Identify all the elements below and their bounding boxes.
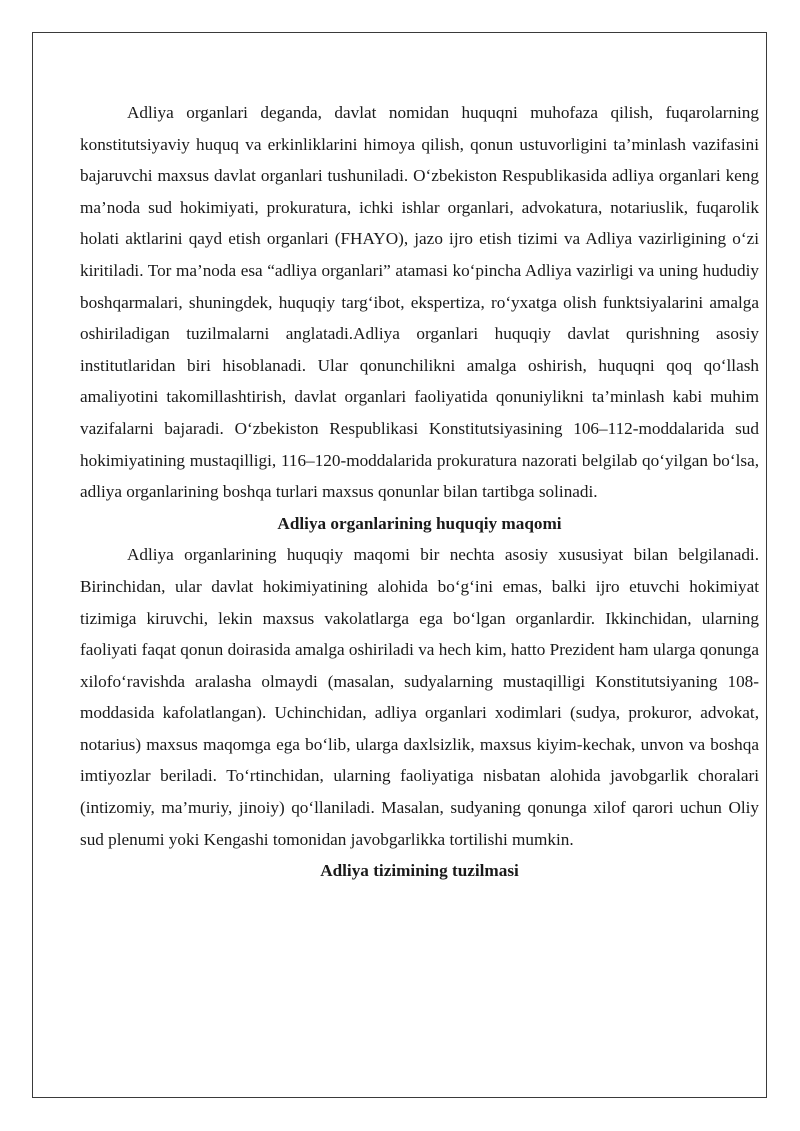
document-page [32,32,767,1098]
paragraph-legal-status: Adliya organlarining huquqiy maqomi bir nechta asosiy xususiyat bilan belgilanadi. Birinchidan, ular davlat hokimiyatining alohida bo‘g‘ini emas, balki ijro etuvchi hokimiyat tizimiga kiruvchi, lekin maxsus vakolatlarga ega bo‘lgan organlardir. Ikkinchidan, ularning faoliyati faqat qonun doirasida amalga oshiriladi va hech kim, hatto Prezident ham ularga qonunga xilofo‘ravishda aralasha olmaydi (masalan, sudyalarning mustaqilligi Konstitutsiyaning 108-moddasida kafolatlangan). Uchinchidan, adliya organlari xodimlari (sudya, prokuror, advokat, notarius) maxsus maqomga ega bo‘lib, ularga daxlsizlik, maxsus kiyim-kechak, unvon va boshqa imtiyozlar beriladi. To‘rtinchidan, ularning faoliyatiga nisbatan alohida javobgarlik choralari (intizomiy, ma’muriy, jinoiy) qo‘llaniladi. Masalan, sudyaning qonunga xilof qarori uchun Oliy sud plenumi yoki Kengashi tomonidan javobgarlikka tortilishi mumkin. [80,545,759,849]
document-body [80,97,759,887]
section-heading-legal-status: Adliya organlarining huquqiy maqomi [277,513,562,533]
paragraph-intro: Adliya organlari deganda, davlat nomidan huquqni muhofaza qilish, fuqarolarning konstitutsiyaviy huquq va erkinliklarini himoya qilish, qonun ustuvorligini ta’minlash vazifasini bajaruvchi maxsus davlat organlari tushuniladi. O‘zbekiston Respublikasida adliya organlari keng ma’noda sud hokimiyati, prokuratura, ichki ishlar organlari, advokatura, notariuslik, fuqarolik holati aktlarini qayd etish organlari (FHAYO), jazo ijro etish tizimi va Adliya vazirligining o‘zi kiritiladi. Tor ma’noda esa “adliya organlari” atamasi ko‘pincha Adliya vazirligi va uning hududiy boshqarmalari, shuningdek, huquqiy targ‘ibot, ekspertiza, ro‘yxatga olish funktsiyalarini amalga oshiriladigan tuzilmalarni anglatadi.Adliya organlari huquqiy davlat qurishning asosiy institutlaridan biri hisoblanadi. Ular qonunchilikni amalga oshirish, huquqni qoq qo‘llash amaliyotini takomillashtirish, davlat organlari faoliyatida qonuniylikni ta’minlash kabi muhim vazifalarni bajaradi. O‘zbekiston Respublikasi Konstitutsiyasining 106–112-moddalarida sud hokimiyatining mustaqilligi, 116–120-moddalarida prokuratura nazorati belgilab qo‘yilgan bo‘lsa, adliya organlarining boshqa turlari maxsus qonunlar bilan tartibga solinadi. [80,103,759,502]
section-heading-structure: Adliya tizimining tuzilmasi [320,861,519,881]
